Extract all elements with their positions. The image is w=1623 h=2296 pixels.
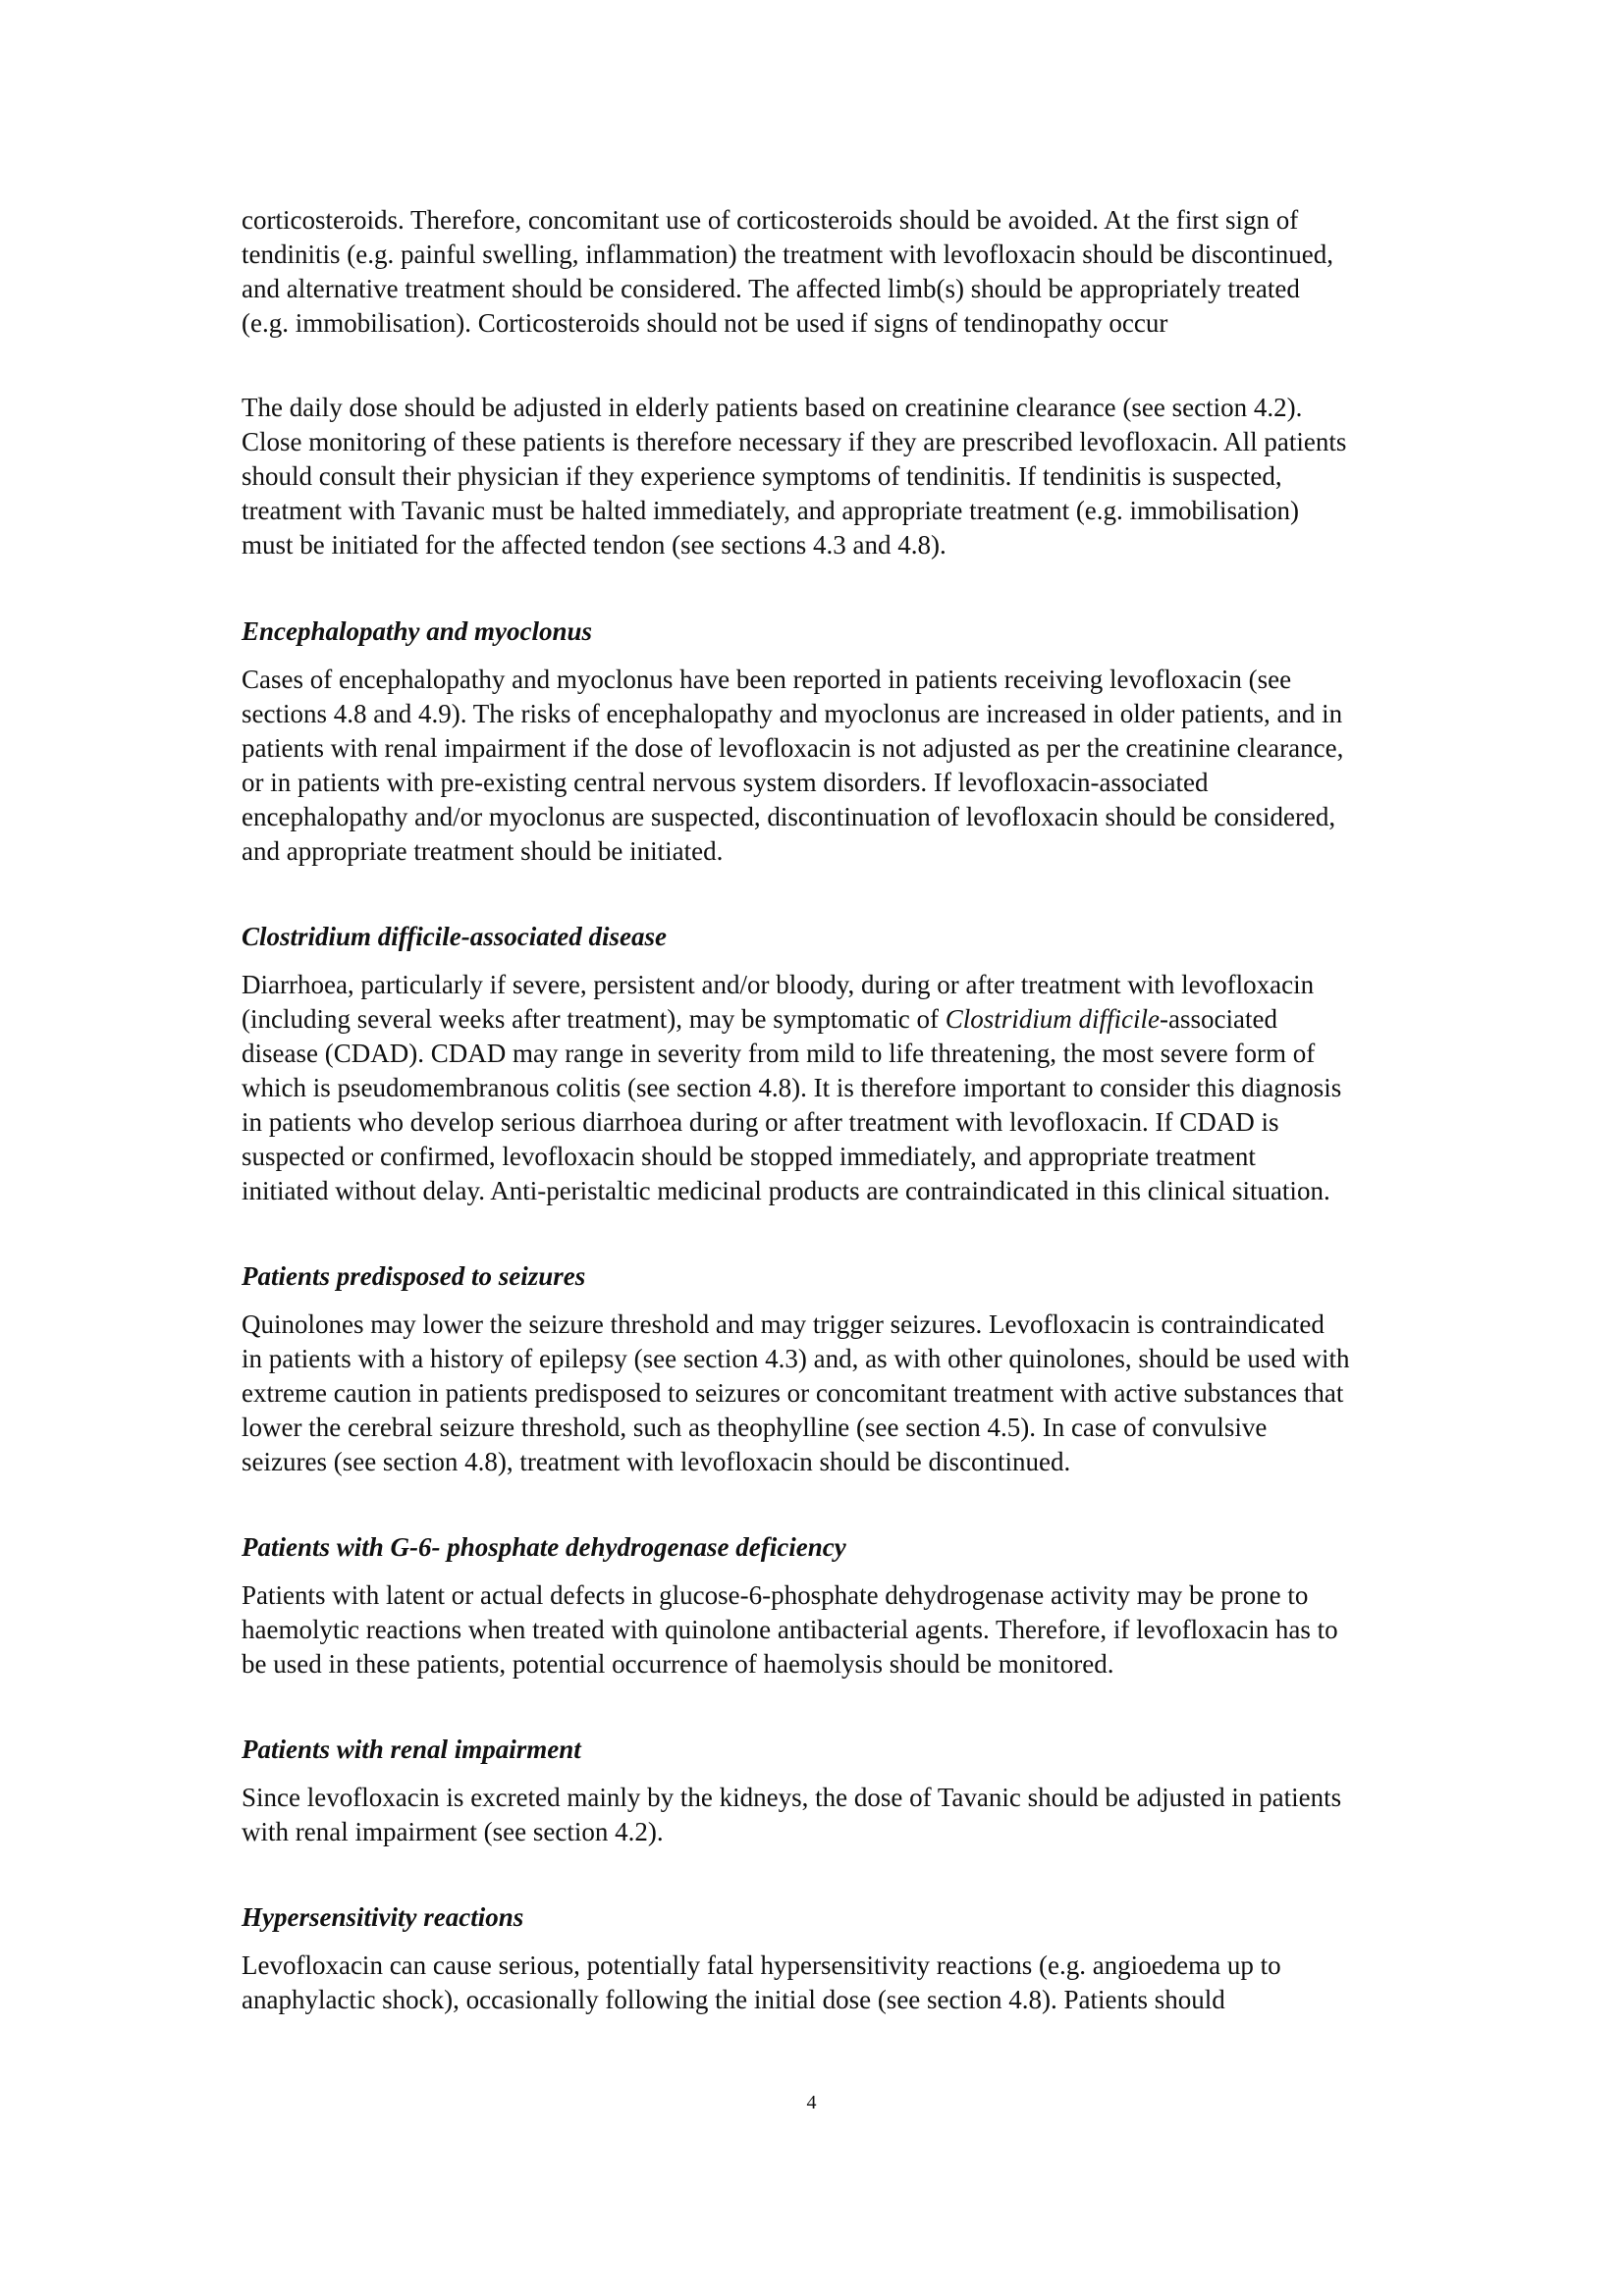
- organism-name: Clostridium difficile: [945, 1004, 1161, 1034]
- body-line: Quinolones may lower the seizure threshold and may trigger seizures. Levofloxacin is contraindicated: [242, 1309, 1325, 1339]
- body-line: suspected or confirmed, levofloxacin should be stopped immediately, and appropriate treatment: [242, 1142, 1256, 1171]
- body-line: disease (CDAD). CDAD may range in severity from mild to life threatening, the most severe form of: [242, 1039, 1316, 1068]
- body-line: in patients who develop serious diarrhoea during or after treatment with levofloxacin. If CDAD is: [242, 1107, 1279, 1137]
- body-line: Diarrhoea, particularly if severe, persistent and/or bloody, during or after treatment with levofloxacin: [242, 970, 1315, 999]
- body-line: Since levofloxacin is excreted mainly by the kidneys, the dose of Tavanic should be adjusted in patients: [242, 1783, 1342, 1812]
- body-line: which is pseudomembranous colitis (see section 4.8). It is therefore important to consider this diagnosis: [242, 1073, 1342, 1102]
- body-line: and alternative treatment should be considered. The affected limb(s) should be appropriately treated: [242, 274, 1300, 303]
- body-text: -associated: [1160, 1004, 1277, 1034]
- body-line: patients with renal impairment if the dose of levofloxacin is not adjusted as per the creatinine clearance,: [242, 733, 1344, 763]
- body-line: with renal impairment (see section 4.2).: [242, 1817, 664, 1846]
- section-heading: Encephalopathy and myoclonus: [242, 616, 593, 646]
- body-line: and appropriate treatment should be initiated.: [242, 836, 724, 866]
- body-line: initiated without delay. Anti-peristaltic medicinal products are contraindicated in this clinical situation.: [242, 1176, 1330, 1205]
- body-line: anaphylactic shock), occasionally following the initial dose (see section 4.8). Patients should: [242, 1985, 1225, 2014]
- body-line: be used in these patients, potential occurrence of haemolysis should be monitored.: [242, 1649, 1114, 1679]
- body-line: (e.g. immobilisation). Corticosteroids should not be used if signs of tendinopathy occur: [242, 308, 1168, 338]
- body-line: lower the cerebral seizure threshold, such as theophylline (see section 4.5). In case of convulsive: [242, 1413, 1268, 1442]
- body-line: The daily dose should be adjusted in elderly patients based on creatinine clearance (see section 4.2).: [242, 393, 1303, 422]
- body-line: sections 4.8 and 4.9). The risks of encephalopathy and myoclonus are increased in older patients, and in: [242, 699, 1343, 728]
- section-heading: Hypersensitivity reactions: [242, 1902, 524, 1932]
- body-line: should consult their physician if they experience symptoms of tendinitis. If tendinitis is suspected,: [242, 461, 1282, 491]
- body-line: tendinitis (e.g. painful swelling, inflammation) the treatment with levofloxacin should be discontinued,: [242, 240, 1334, 269]
- body-line: seizures (see section 4.8), treatment with levofloxacin should be discontinued.: [242, 1447, 1071, 1476]
- body-line: Close monitoring of these patients is therefore necessary if they are prescribed levofloxacin. All patients: [242, 427, 1347, 456]
- section-heading: Clostridium difficile-associated disease: [242, 922, 667, 951]
- section-heading: Patients with renal impairment: [242, 1735, 581, 1764]
- body-line: encephalopathy and/or myoclonus are suspected, discontinuation of levofloxacin should be considered,: [242, 802, 1336, 831]
- body-line: in patients with a history of epilepsy (see section 4.3) and, as with other quinolones, should be used with: [242, 1344, 1350, 1373]
- section-heading: Patients with G-6- phosphate dehydrogenase deficiency: [242, 1532, 846, 1562]
- body-line: treatment with Tavanic must be halted immediately, and appropriate treatment (e.g. immobilisation): [242, 496, 1300, 525]
- body-line: extreme caution in patients predisposed to seizures or concomitant treatment with active substances that: [242, 1378, 1344, 1408]
- body-line: Patients with latent or actual defects in glucose-6-phosphate dehydrogenase activity may be prone to: [242, 1580, 1309, 1610]
- body-line: or in patients with pre-existing central nervous system disorders. If levofloxacin-associated: [242, 768, 1209, 797]
- body-line: corticosteroids. Therefore, concomitant use of corticosteroids should be avoided. At the first sign of: [242, 205, 1299, 235]
- body-line: must be initiated for the affected tendon (see sections 4.3 and 4.8).: [242, 530, 947, 560]
- page-number: 4: [806, 2092, 817, 2113]
- body-line: haemolytic reactions when treated with quinolone antibacterial agents. Therefore, if levofloxacin has to: [242, 1615, 1338, 1644]
- body-line: [242, 1002, 1277, 1037]
- body-line: Levofloxacin can cause serious, potentially fatal hypersensitivity reactions (e.g. angioedema up to: [242, 1950, 1281, 1980]
- section-heading: Patients predisposed to seizures: [242, 1261, 586, 1291]
- body-text: (including several weeks after treatment), may be symptomatic of: [242, 1004, 946, 1034]
- body-line: Cases of encephalopathy and myoclonus have been reported in patients receiving levofloxacin (see: [242, 665, 1292, 694]
